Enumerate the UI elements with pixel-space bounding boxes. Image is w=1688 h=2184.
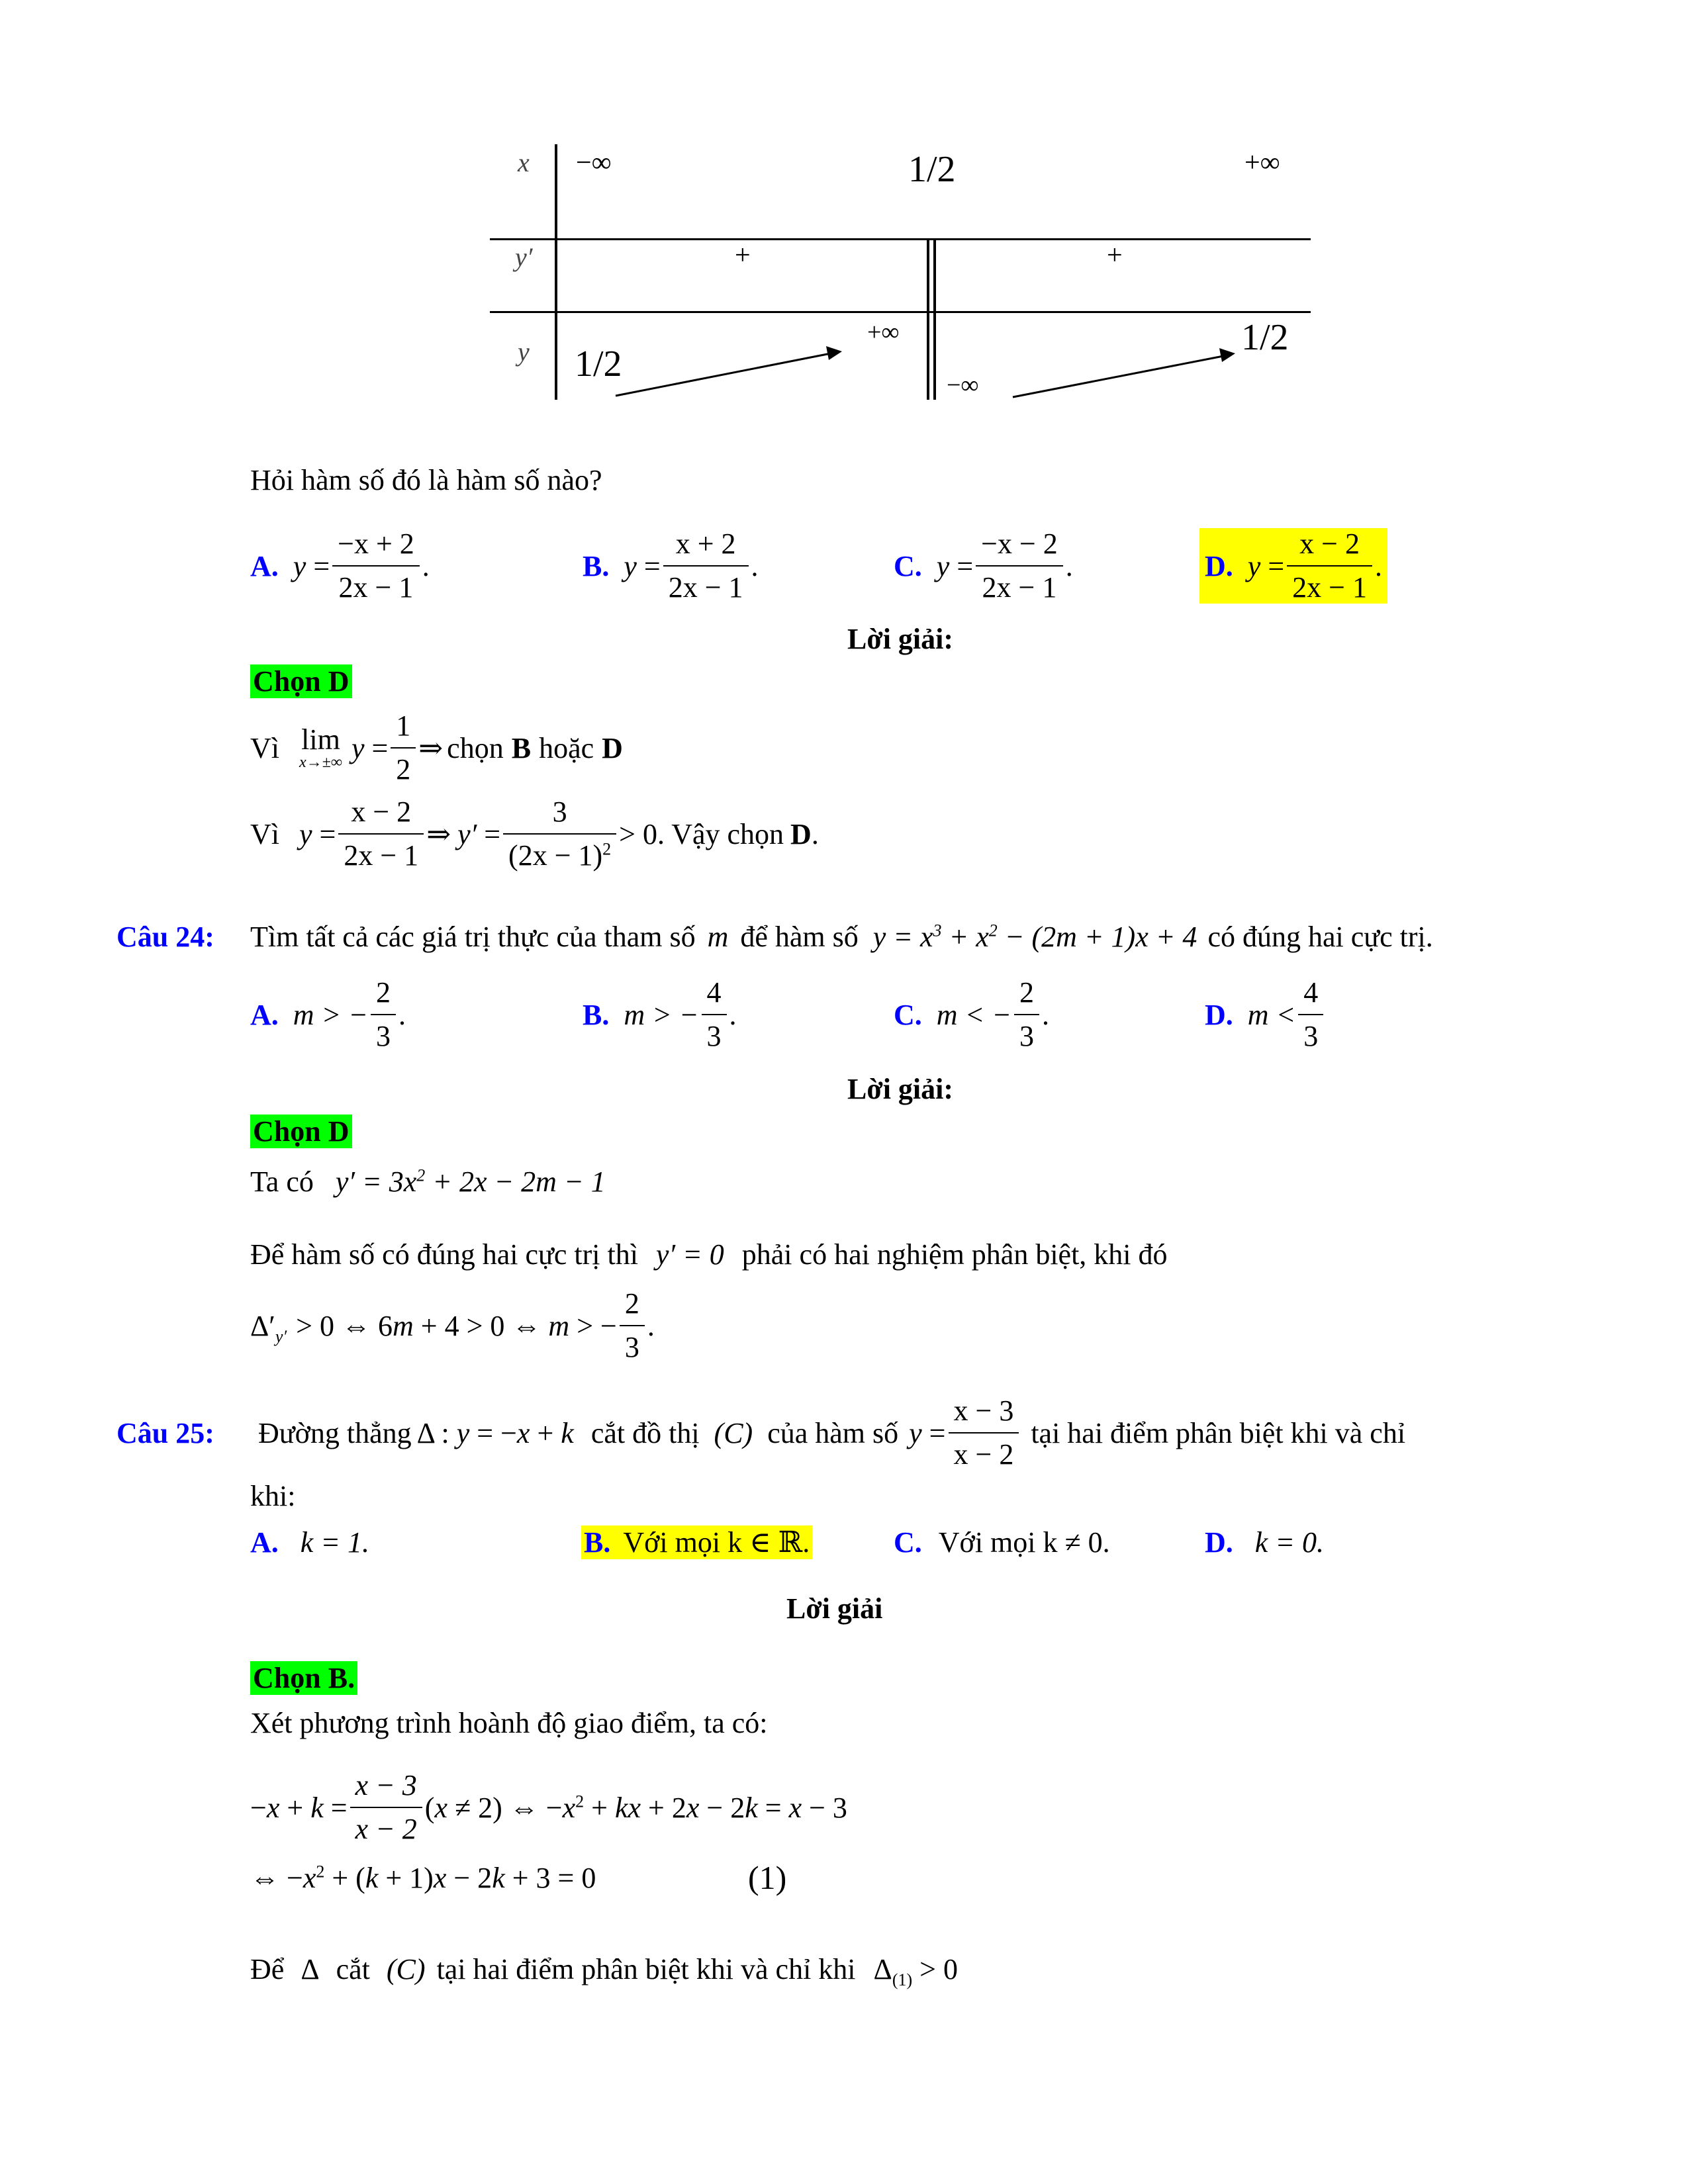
y-right-start: −∞ xyxy=(947,371,979,399)
q24-solution-line3: $\Delta'_{y'}$ > 0 ⇔ 6m + 4 > 0 ⇔ m > − $\frac{2}{3}$ . xyxy=(250,1287,655,1363)
x-neg-inf: −∞ xyxy=(576,148,612,178)
q24-question: Câu 24: Tìm tất cả các giá trị thực của tham số m để hàm số $y = x^3 + x^2 - (2m + 1)x + 4$ có đúng hai cực trị. xyxy=(117,921,1433,953)
q25-option-d[interactable]: D. k = 0. xyxy=(1205,1526,1325,1559)
q24-option-c[interactable]: C. m < − $\frac{2}{3}$ . xyxy=(894,976,1049,1052)
q23-option-c[interactable]: C. y = $\frac{-x - 2}{2x - 1}$ . xyxy=(894,527,1073,604)
q25-option-b[interactable]: B. Với mọi k ∈ ℝ. xyxy=(581,1525,812,1559)
q25-solution-title: Lời giải xyxy=(786,1592,883,1625)
q23-answer: Chọn D xyxy=(250,664,352,698)
q24-number: Câu 24: xyxy=(117,921,214,953)
q23-solution-line2: Vì y = $\frac{x - 2}{2x - 1}$ ⇒ y′ = $\frac{3}{(2x - 1)^2}$ > 0 . Vậy chọn D . xyxy=(250,796,819,872)
q25-equation-2: ⇔ $-x^2 + (k + 1)x - 2k + 3 = 0$ (1) xyxy=(250,1859,787,1896)
q23-question: Hỏi hàm số đó là hàm số nào? xyxy=(250,464,602,496)
y-right-end: 1/2 xyxy=(1241,317,1289,358)
yprime-sign-right: + xyxy=(1107,240,1123,271)
q23-solution-line1: Vì lim x→±∞ y = $\frac{1}{2}$ ⇒ chọn B hoặc D xyxy=(250,709,623,786)
q23-solution-title: Lời giải: xyxy=(847,623,954,655)
q23-option-d[interactable]: D. y = $\frac{x - 2}{2x - 1}$ . xyxy=(1199,528,1387,604)
q23-option-b[interactable]: B. y = $\frac{x + 2}{2x - 1}$ . xyxy=(583,527,759,604)
q24-option-b[interactable]: B. m > − $\frac{4}{3}$ . xyxy=(583,976,737,1052)
q24-option-d[interactable]: D. m < $\frac{4}{3}$ xyxy=(1205,978,1326,1051)
q25-question: Câu 25: Đường thẳng Δ : y = −x + k cắt đồ thị (C) của hàm số y = $\frac{x - 3}{x - 2}$ tại hai điểm phân biệt khi và chỉ xyxy=(117,1394,1406,1471)
x-label: x xyxy=(518,148,530,177)
y-label: y xyxy=(518,337,530,367)
q25-answer: Chọn B. xyxy=(250,1661,357,1695)
q24-solution-line2: Để hàm số có đúng hai cực trị thì y′ = 0 phải có hai nghiệm phân biệt, khi đó xyxy=(250,1238,1168,1271)
yprime-sign-left: + xyxy=(735,240,751,271)
q25-last-line: Để Δ cắt (C) tại hai điểm phân biệt khi và chỉ khi $\Delta_{(1)} > 0$ xyxy=(250,1953,958,1989)
q24-solution-line1: Ta có $y' = 3x^2 + 2x - 2m - 1$ xyxy=(250,1165,606,1198)
q25-option-c[interactable]: C. Với mọi k ≠ 0. xyxy=(894,1526,1110,1559)
yprime-label: y′ xyxy=(515,242,533,272)
q24-solution-title: Lời giải: xyxy=(847,1073,954,1105)
y-left-end: +∞ xyxy=(867,318,900,346)
q25-equation-1: −x + k = $\frac{x - 3}{x - 2}$ (x ≠ 2) ⇔ $-x^2$ + kx + 2x − 2k = x − 3 xyxy=(250,1769,847,1845)
q25-solution-line1: Xét phương trình hoành độ giao điểm, ta có: xyxy=(250,1707,768,1739)
q25-number: Câu 25: xyxy=(117,1416,214,1449)
variation-arrows xyxy=(0,0,1688,463)
q23-option-a[interactable]: A. y = $\frac{-x + 2}{2x - 1}$ . xyxy=(250,527,430,604)
q25-option-a[interactable]: A. k = 1. xyxy=(250,1526,370,1559)
y-left-start: 1/2 xyxy=(575,343,622,385)
q25-question-cont: khi: xyxy=(250,1480,296,1512)
q24-option-a[interactable]: A. m > − $\frac{2}{3}$ . xyxy=(250,976,406,1052)
x-half: 1/2 xyxy=(908,149,956,190)
x-pos-inf: +∞ xyxy=(1244,148,1280,178)
q24-answer: Chọn D xyxy=(250,1115,352,1148)
